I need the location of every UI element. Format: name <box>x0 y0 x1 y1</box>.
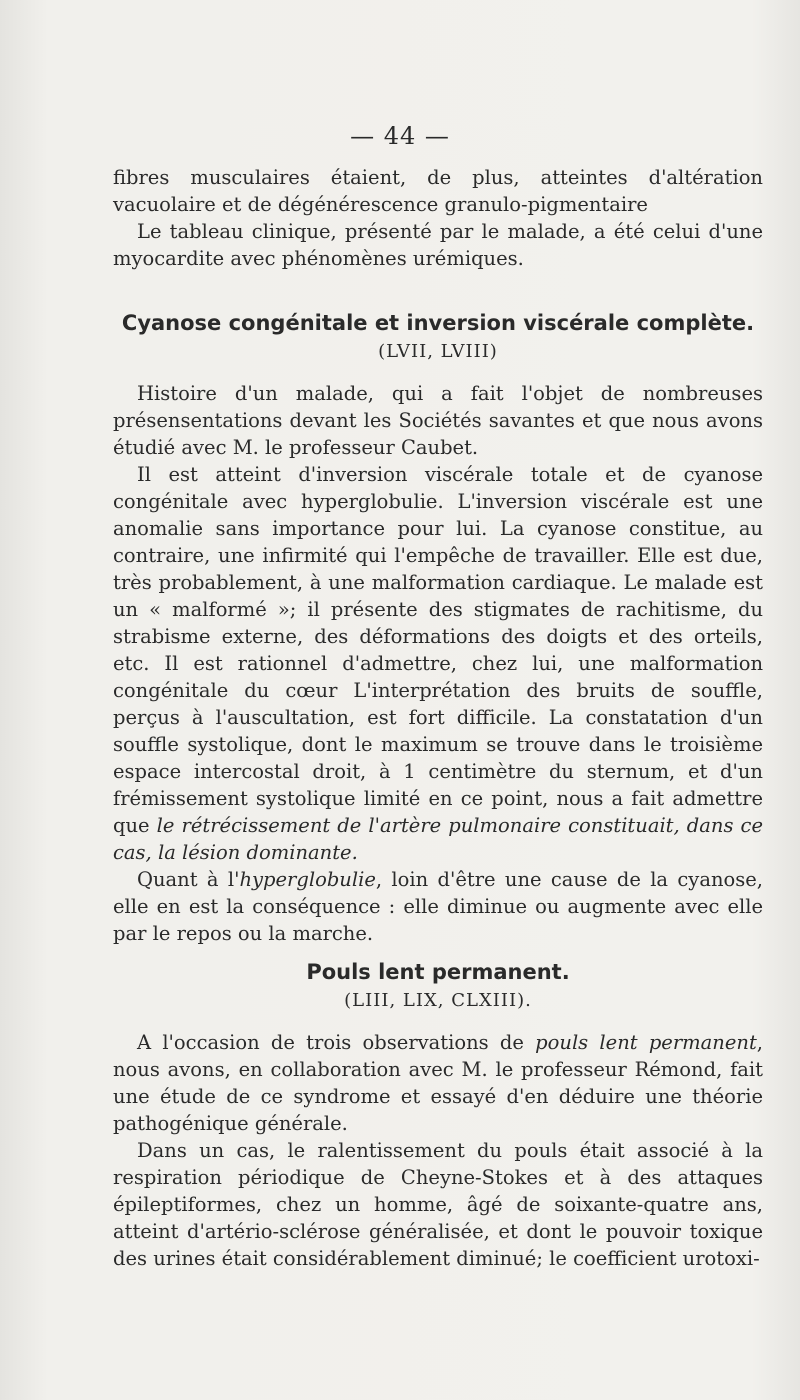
cyanose-paragraph-1: Histoire d'un malade, qui a fait l'objet de nombreuses présensentations devant les Sociétés savantes et que nous avons étudié avec M. le professeur Caubet. <box>113 382 763 459</box>
pouls-paragraph-1-emphasis: pouls lent permanent <box>535 1031 757 1054</box>
cyanose-paragraph-3-start: Quant à l' <box>137 868 240 891</box>
intro-paragraph-1: fibres musculaires étaient, de plus, atteintes d'altération vacuolaire et de dégénérescence granulo-pigmentaire <box>113 166 763 216</box>
cyanose-paragraph-3-end: , loin d'être une cause de la cyanose, elle en est la conséquence : elle diminue ou augmente avec elle par le repos ou la marche. <box>113 868 763 945</box>
cyanose-paragraph-2 <box>113 461 763 866</box>
section-pouls <box>113 960 763 1272</box>
cyanose-paragraph-2-emphasis: le rétrécissement de l'artère pulmonaire constituait, dans ce cas, la lésion dominante. <box>113 814 764 864</box>
page-number: — 44 — <box>350 122 450 150</box>
intro-paragraph-2: Le tableau clinique, présenté par le malade, a été celui d'une myocardite avec phénomènes urémiques. <box>113 220 763 270</box>
intro-text <box>113 164 763 272</box>
section-cyanose <box>113 311 763 947</box>
pouls-paragraph-1 <box>113 1029 763 1137</box>
pouls-paragraph-2: Dans un cas, le ralentissement du pouls était associé à la respiration périodique de Cheyne-Stokes et à des attaques épileptiformes, chez un homme, âgé de soixante-quatre ans, atteint d'artério-sclérose généralisée, et dont le pouvoir toxique des urines était considérablement diminué; le coefficient urotoxi- <box>113 1139 763 1270</box>
section-title-pouls: Pouls lent permanent. <box>306 960 570 984</box>
section-title-cyanose: Cyanose congénitale et inversion viscérale complète. <box>121 311 755 335</box>
cyanose-paragraph-2-text: Il est atteint d'inversion viscérale totale et de cyanose congénitale avec hyperglobulie. L'inversion viscérale est une anomalie sans importance pour lui. La cyanose constitue, au contraire, une infirmité qui l'empêche de travailler. Elle est due, très probablement, à une malformation cardiaque. Le malade est un « malformé »; il présente des stigmates de rachitisme, du strabisme externe, des déformations des doigts et des orteils, etc. Il est rationnel d'admettre, chez lui, une malformation congénitale du cœur L'interprétation des bruits de souffle, perçus à l'auscultation, est fort difficile. La constatation d'un souffle systolique, dont le maximum se trouve dans le troisième espace intercostal droit, à 1 centimètre du sternum, et d'un frémissement systolique limité en ce point, nous a fait admettre que <box>113 463 763 837</box>
cyanose-paragraph-3 <box>113 866 763 947</box>
section-refs-cyanose: (LVII, LVIII) <box>378 341 498 362</box>
cyanose-paragraph-3-emphasis: hyperglobulie <box>239 868 376 891</box>
pouls-paragraph-1-end: , nous avons, en collaboration avec M. le professeur Rémond, fait une étude de ce syndrome et essayé d'en déduire une théorie pathogénique générale. <box>113 1031 763 1135</box>
section-refs-pouls: (LIII, LIX, CLXIII). <box>344 990 532 1011</box>
pouls-paragraph-1-start: A l'occasion de trois observations de <box>137 1031 536 1054</box>
